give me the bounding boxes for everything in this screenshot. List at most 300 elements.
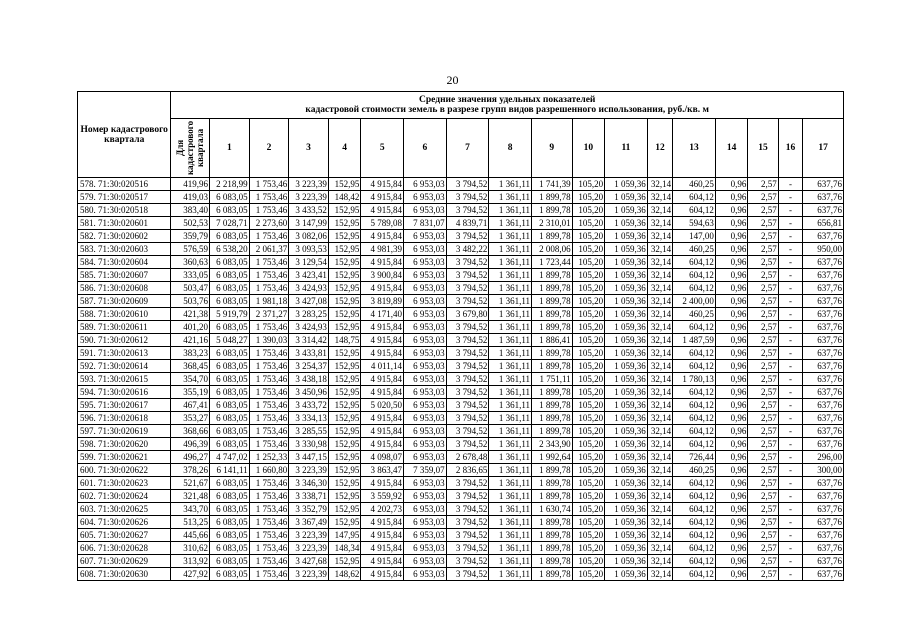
table-row: [78, 464, 844, 477]
value-cell: 300,00: [803, 464, 844, 477]
value-cell: 1 059,36: [605, 360, 648, 373]
value-cell: 6 953,03: [404, 295, 447, 308]
value-cell: 1 899,78: [531, 386, 572, 399]
value-cell: 1 059,36: [605, 477, 648, 490]
value-cell: 105,20: [572, 438, 605, 451]
value-cell: 1 361,11: [489, 269, 532, 282]
value-cell: 105,20: [572, 373, 605, 386]
value-cell: 152,95: [328, 464, 361, 477]
value-cell: 4 915,84: [361, 529, 404, 542]
table-row: [78, 555, 844, 568]
value-cell: 1 361,11: [489, 451, 532, 464]
value-cell: -: [778, 373, 802, 386]
value-cell: 637,76: [803, 568, 844, 581]
value-cell: 3 433,72: [289, 399, 329, 412]
value-cell: 105,20: [572, 178, 605, 191]
value-cell: -: [778, 243, 802, 256]
value-cell: 6 953,03: [404, 542, 447, 555]
value-cell: 4 202,73: [361, 503, 404, 516]
value-cell: -: [778, 438, 802, 451]
value-cell: 32,14: [647, 334, 672, 347]
quarter-number-cell: 588. 71:30:020610: [78, 308, 171, 321]
value-cell: 32,14: [647, 386, 672, 399]
value-cell: 3 819,89: [361, 295, 404, 308]
value-cell: 1 981,18: [249, 295, 289, 308]
value-cell: 637,76: [803, 555, 844, 568]
value-cell: 0,96: [715, 438, 748, 451]
value-cell: 604,12: [673, 490, 716, 503]
value-cell: 5 789,08: [361, 217, 404, 230]
value-cell: -: [778, 503, 802, 516]
value-cell: 3 679,80: [446, 308, 489, 321]
value-cell: 950,00: [803, 243, 844, 256]
value-cell: 1 899,78: [531, 477, 572, 490]
value-cell: 148,75: [328, 334, 361, 347]
value-cell: 6 083,05: [210, 412, 250, 425]
value-cell: 4 915,84: [361, 516, 404, 529]
value-cell: 1 059,36: [605, 191, 648, 204]
value-cell: 1 059,36: [605, 217, 648, 230]
value-cell: 1 361,11: [489, 490, 532, 503]
value-cell: 6 953,03: [404, 438, 447, 451]
value-cell: 6 953,03: [404, 490, 447, 503]
quarter-number-header: Номер кадастрового квартала: [78, 92, 171, 178]
value-cell: 0,96: [715, 516, 748, 529]
value-cell: 0,96: [715, 321, 748, 334]
value-cell: 32,14: [647, 438, 672, 451]
value-cell: 2 061,37: [249, 243, 289, 256]
value-cell: 1 361,11: [489, 204, 532, 217]
value-cell: 2,57: [748, 321, 778, 334]
value-cell: 1 361,11: [489, 438, 532, 451]
value-cell: 1 361,11: [489, 503, 532, 516]
value-cell: 3 447,15: [289, 451, 329, 464]
value-cell: 313,92: [171, 555, 210, 568]
value-cell: 1 059,36: [605, 373, 648, 386]
column-number-header: 4: [328, 119, 361, 178]
value-cell: -: [778, 464, 802, 477]
value-cell: 6 953,03: [404, 308, 447, 321]
value-cell: 460,25: [673, 464, 716, 477]
quarter-number-cell: 606. 71:30:020628: [78, 542, 171, 555]
value-cell: 1 059,36: [605, 503, 648, 516]
for-quarter-header: [171, 119, 210, 178]
value-cell: 3 794,52: [446, 386, 489, 399]
value-cell: 0,96: [715, 490, 748, 503]
value-cell: 152,95: [328, 295, 361, 308]
value-cell: 152,95: [328, 490, 361, 503]
value-cell: 105,20: [572, 555, 605, 568]
value-cell: 1 753,46: [249, 386, 289, 399]
value-cell: 4 915,84: [361, 334, 404, 347]
value-cell: 1 753,46: [249, 568, 289, 581]
table-row: [78, 230, 844, 243]
value-cell: 3 367,49: [289, 516, 329, 529]
value-cell: 1 059,36: [605, 425, 648, 438]
table-row: [78, 360, 844, 373]
table-row: [78, 477, 844, 490]
value-cell: 32,14: [647, 529, 672, 542]
value-cell: 152,95: [328, 217, 361, 230]
quarter-number-cell: 584. 71:30:020604: [78, 256, 171, 269]
value-cell: 604,12: [673, 269, 716, 282]
value-cell: 6 953,03: [404, 282, 447, 295]
value-group-header-line1: Средние значения удельных показателей: [419, 95, 596, 105]
value-cell: 6 083,05: [210, 230, 250, 243]
value-cell: 3 794,52: [446, 347, 489, 360]
value-cell: 2,57: [748, 230, 778, 243]
value-cell: 6 953,03: [404, 321, 447, 334]
value-cell: 368,66: [171, 425, 210, 438]
value-cell: 3 223,39: [289, 529, 329, 542]
value-cell: 6 953,03: [404, 425, 447, 438]
value-cell: 1 361,11: [489, 399, 532, 412]
value-cell: 3 330,98: [289, 438, 329, 451]
value-cell: 460,25: [673, 308, 716, 321]
value-cell: 4 839,71: [446, 217, 489, 230]
value-cell: 1 899,78: [531, 399, 572, 412]
quarter-number-cell: 599. 71:30:020621: [78, 451, 171, 464]
value-cell: -: [778, 399, 802, 412]
value-cell: 726,44: [673, 451, 716, 464]
cadastral-value-table: [77, 91, 844, 581]
value-cell: 5 048,27: [210, 334, 250, 347]
value-cell: 152,95: [328, 373, 361, 386]
value-cell: 1 059,36: [605, 243, 648, 256]
value-cell: -: [778, 256, 802, 269]
value-cell: 32,14: [647, 568, 672, 581]
value-cell: 3 223,39: [289, 568, 329, 581]
table-row: [78, 425, 844, 438]
value-cell: 1 899,78: [531, 321, 572, 334]
table-row: [78, 256, 844, 269]
value-cell: 1 753,46: [249, 269, 289, 282]
value-cell: 3 794,52: [446, 529, 489, 542]
value-cell: 1 361,11: [489, 425, 532, 438]
value-cell: 1 753,46: [249, 347, 289, 360]
value-cell: 3 424,93: [289, 282, 329, 295]
value-cell: 6 083,05: [210, 191, 250, 204]
value-cell: 105,20: [572, 230, 605, 243]
value-cell: 1 753,46: [249, 438, 289, 451]
value-cell: 637,76: [803, 321, 844, 334]
value-cell: -: [778, 477, 802, 490]
value-cell: 637,76: [803, 425, 844, 438]
value-cell: 637,76: [803, 503, 844, 516]
value-cell: 1 059,36: [605, 178, 648, 191]
value-cell: 4 011,14: [361, 360, 404, 373]
value-cell: 3 559,92: [361, 490, 404, 503]
value-cell: 637,76: [803, 399, 844, 412]
value-cell: 1 753,46: [249, 360, 289, 373]
quarter-number-cell: 600. 71:30:020622: [78, 464, 171, 477]
table-row: [78, 308, 844, 321]
value-cell: 5 020,50: [361, 399, 404, 412]
value-cell: 2,57: [748, 282, 778, 295]
value-cell: 105,20: [572, 451, 605, 464]
value-cell: 637,76: [803, 334, 844, 347]
value-cell: 1 361,11: [489, 282, 532, 295]
value-cell: 1 899,78: [531, 230, 572, 243]
quarter-number-cell: 608. 71:30:020630: [78, 568, 171, 581]
value-cell: 421,38: [171, 308, 210, 321]
value-cell: 3 794,52: [446, 412, 489, 425]
value-cell: 1 753,46: [249, 191, 289, 204]
value-cell: 3 424,93: [289, 321, 329, 334]
quarter-number-cell: 602. 71:30:020624: [78, 490, 171, 503]
value-cell: 1 361,11: [489, 373, 532, 386]
table-row: [78, 204, 844, 217]
value-cell: 1 361,11: [489, 568, 532, 581]
value-cell: 152,95: [328, 412, 361, 425]
quarter-number-cell: 589. 71:30:020611: [78, 321, 171, 334]
value-cell: 3 093,53: [289, 243, 329, 256]
value-cell: 7 359,07: [404, 464, 447, 477]
value-cell: 3 427,68: [289, 555, 329, 568]
value-cell: 1 059,36: [605, 204, 648, 217]
value-cell: -: [778, 451, 802, 464]
value-cell: 32,14: [647, 503, 672, 516]
value-cell: 0,96: [715, 204, 748, 217]
value-cell: 637,76: [803, 256, 844, 269]
quarter-number-cell: 595. 71:30:020617: [78, 399, 171, 412]
value-cell: 1 059,36: [605, 295, 648, 308]
value-cell: 4 915,84: [361, 204, 404, 217]
value-cell: 32,14: [647, 243, 672, 256]
value-cell: 604,12: [673, 425, 716, 438]
value-cell: 3 794,52: [446, 425, 489, 438]
value-cell: 0,96: [715, 230, 748, 243]
table-row: [78, 295, 844, 308]
value-cell: 2,57: [748, 178, 778, 191]
value-cell: 1 059,36: [605, 269, 648, 282]
value-cell: 0,96: [715, 568, 748, 581]
value-cell: 3 794,52: [446, 295, 489, 308]
value-cell: 0,96: [715, 217, 748, 230]
value-cell: 1 753,46: [249, 425, 289, 438]
value-cell: 0,96: [715, 542, 748, 555]
value-cell: 32,14: [647, 477, 672, 490]
value-cell: 3 482,22: [446, 243, 489, 256]
value-cell: 32,14: [647, 347, 672, 360]
page-number: 20: [446, 73, 459, 87]
value-cell: 427,92: [171, 568, 210, 581]
value-cell: 0,96: [715, 477, 748, 490]
value-cell: 5 919,79: [210, 308, 250, 321]
value-cell: 0,96: [715, 529, 748, 542]
value-cell: 1 361,11: [489, 516, 532, 529]
value-cell: 4 915,84: [361, 477, 404, 490]
value-cell: 32,14: [647, 321, 672, 334]
value-cell: 105,20: [572, 204, 605, 217]
value-cell: 1 059,36: [605, 464, 648, 477]
column-number-header: 10: [572, 119, 605, 178]
table-row: [78, 438, 844, 451]
value-cell: -: [778, 230, 802, 243]
value-cell: 6 953,03: [404, 555, 447, 568]
table-row: [78, 386, 844, 399]
value-cell: 1 059,36: [605, 490, 648, 503]
value-cell: 2,57: [748, 529, 778, 542]
value-cell: 32,14: [647, 412, 672, 425]
value-cell: 2 400,00: [673, 295, 716, 308]
column-number-header: 17: [803, 119, 844, 178]
value-cell: 6 953,03: [404, 360, 447, 373]
value-cell: 4 915,84: [361, 230, 404, 243]
value-cell: 6 953,03: [404, 529, 447, 542]
value-cell: 1 361,11: [489, 295, 532, 308]
value-cell: 4 915,84: [361, 321, 404, 334]
value-cell: 2,57: [748, 555, 778, 568]
value-cell: 3 450,96: [289, 386, 329, 399]
value-cell: 1 059,36: [605, 529, 648, 542]
value-cell: 1 753,46: [249, 516, 289, 529]
value-cell: 1 753,46: [249, 373, 289, 386]
value-cell: 1 361,11: [489, 321, 532, 334]
value-cell: 0,96: [715, 399, 748, 412]
value-cell: 421,16: [171, 334, 210, 347]
value-cell: 2,57: [748, 360, 778, 373]
quarter-number-cell: 592. 71:30:020614: [78, 360, 171, 373]
value-cell: 147,00: [673, 230, 716, 243]
value-cell: 637,76: [803, 386, 844, 399]
value-cell: 1 753,46: [249, 204, 289, 217]
value-cell: 3 794,52: [446, 334, 489, 347]
value-cell: 1 753,46: [249, 399, 289, 412]
value-cell: 105,20: [572, 321, 605, 334]
value-cell: 6 083,05: [210, 347, 250, 360]
value-cell: 333,05: [171, 269, 210, 282]
value-cell: 360,63: [171, 256, 210, 269]
value-cell: -: [778, 282, 802, 295]
value-cell: 6 538,20: [210, 243, 250, 256]
value-cell: 1 059,36: [605, 386, 648, 399]
table-row: [78, 542, 844, 555]
table-row: [78, 282, 844, 295]
value-cell: 604,12: [673, 282, 716, 295]
value-cell: 148,34: [328, 542, 361, 555]
value-cell: 2,57: [748, 204, 778, 217]
value-cell: 6 953,03: [404, 243, 447, 256]
value-cell: -: [778, 360, 802, 373]
value-cell: 576,59: [171, 243, 210, 256]
value-cell: 6 083,05: [210, 295, 250, 308]
value-cell: 604,12: [673, 321, 716, 334]
value-cell: 3 794,52: [446, 438, 489, 451]
table-row: [78, 347, 844, 360]
value-cell: 152,95: [328, 516, 361, 529]
value-cell: -: [778, 308, 802, 321]
value-cell: 378,26: [171, 464, 210, 477]
value-cell: 3 794,52: [446, 269, 489, 282]
value-cell: 2 678,48: [446, 451, 489, 464]
quarter-number-cell: 603. 71:30:020625: [78, 503, 171, 516]
value-cell: 1 899,78: [531, 412, 572, 425]
table-row: [78, 321, 844, 334]
value-cell: 6 953,03: [404, 256, 447, 269]
value-cell: 419,03: [171, 191, 210, 204]
value-cell: 6 953,03: [404, 516, 447, 529]
value-cell: 6 083,05: [210, 477, 250, 490]
value-cell: 4 915,84: [361, 191, 404, 204]
value-cell: 1 361,11: [489, 308, 532, 321]
value-cell: 6 953,03: [404, 334, 447, 347]
value-cell: 6 953,03: [404, 399, 447, 412]
value-cell: 152,95: [328, 243, 361, 256]
column-number-header: 2: [249, 119, 289, 178]
for-quarter-header-text: Для кадастрового квартала: [175, 120, 206, 176]
value-cell: 148,62: [328, 568, 361, 581]
value-cell: 1 361,11: [489, 334, 532, 347]
value-cell: 1 361,11: [489, 555, 532, 568]
column-number-header: 14: [715, 119, 748, 178]
table-row: [78, 412, 844, 425]
value-cell: 1 361,11: [489, 412, 532, 425]
value-cell: 152,95: [328, 503, 361, 516]
quarter-number-cell: 580. 71:30:020518: [78, 204, 171, 217]
value-cell: 1 780,13: [673, 373, 716, 386]
value-cell: 637,76: [803, 516, 844, 529]
value-cell: 6 953,03: [404, 347, 447, 360]
value-cell: -: [778, 204, 802, 217]
value-cell: 2 343,90: [531, 438, 572, 451]
value-cell: 1 992,64: [531, 451, 572, 464]
value-cell: 1 361,11: [489, 360, 532, 373]
column-number-header: 5: [361, 119, 404, 178]
value-cell: 3 283,25: [289, 308, 329, 321]
value-cell: 3 082,06: [289, 230, 329, 243]
value-cell: 0,96: [715, 555, 748, 568]
quarter-number-cell: 597. 71:30:020619: [78, 425, 171, 438]
value-cell: 3 794,52: [446, 399, 489, 412]
value-cell: -: [778, 542, 802, 555]
value-cell: 6 083,05: [210, 503, 250, 516]
value-cell: 1 390,03: [249, 334, 289, 347]
value-cell: 4 915,84: [361, 282, 404, 295]
value-cell: 6 953,03: [404, 178, 447, 191]
value-cell: 2,57: [748, 243, 778, 256]
value-cell: 1 753,46: [249, 321, 289, 334]
value-cell: 2,57: [748, 269, 778, 282]
value-cell: 4 915,84: [361, 373, 404, 386]
value-cell: 105,20: [572, 243, 605, 256]
value-cell: 3 794,52: [446, 555, 489, 568]
value-cell: 1 361,11: [489, 477, 532, 490]
value-cell: 1 899,78: [531, 516, 572, 529]
value-cell: 2 836,65: [446, 464, 489, 477]
value-cell: 4 981,39: [361, 243, 404, 256]
value-cell: 6 141,11: [210, 464, 250, 477]
value-cell: 0,96: [715, 256, 748, 269]
value-cell: -: [778, 412, 802, 425]
value-cell: 4 915,84: [361, 542, 404, 555]
value-cell: 1 899,78: [531, 191, 572, 204]
value-cell: 32,14: [647, 451, 672, 464]
value-cell: 32,14: [647, 217, 672, 230]
table-row: [78, 269, 844, 282]
value-cell: -: [778, 321, 802, 334]
value-cell: 1 361,11: [489, 464, 532, 477]
value-cell: 1 899,78: [531, 542, 572, 555]
value-cell: 32,14: [647, 542, 672, 555]
column-number-header: 7: [446, 119, 489, 178]
value-cell: 0,96: [715, 178, 748, 191]
column-number-header: 16: [778, 119, 802, 178]
value-cell: 4 915,84: [361, 386, 404, 399]
value-cell: 604,12: [673, 204, 716, 217]
value-cell: 296,00: [803, 451, 844, 464]
value-cell: 637,76: [803, 477, 844, 490]
